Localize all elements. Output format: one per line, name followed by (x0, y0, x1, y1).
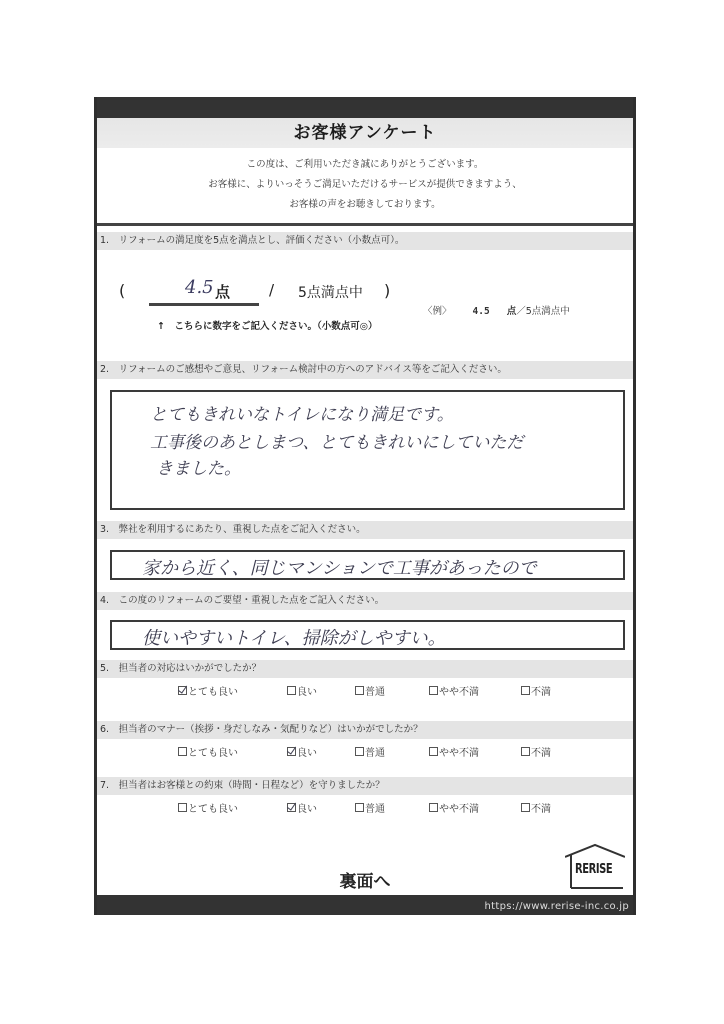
q3-answer-box[interactable] (110, 550, 625, 580)
header-divider (97, 223, 633, 226)
q5-option-unsatisfied[interactable]: 不満 (521, 683, 551, 698)
website-url: https://www.rerise-inc.co.jp (484, 901, 629, 912)
checkbox[interactable] (429, 686, 438, 695)
checkbox[interactable] (521, 747, 530, 756)
checkbox[interactable] (521, 686, 530, 695)
checkbox[interactable] (355, 686, 364, 695)
logo-text: RERISE (575, 862, 613, 877)
example-value: 4.5 (472, 306, 490, 317)
q4-label: 4. この度のリフォームのご要望・重視した点をご記入ください。 (100, 595, 385, 606)
back-side-label: 裏面へ (339, 872, 391, 892)
q1-max: 5点満点中 (298, 285, 363, 301)
q7-option-average[interactable]: 普通 (355, 800, 385, 815)
slash: / (269, 281, 275, 299)
q2-answer-box[interactable] (110, 390, 625, 510)
q5-option-good[interactable]: 良い (287, 683, 317, 698)
q1-score-underline (149, 303, 259, 306)
intro-line: お客様に、よりいっそうご満足いただけるサービスが提供できますよう、 (208, 179, 522, 190)
q7-option-good[interactable]: 良い (287, 800, 317, 815)
q1-score-input[interactable]: 4.5 (185, 277, 214, 298)
q4-answer-box[interactable] (110, 620, 625, 650)
example-label: 〈例〉 (423, 306, 452, 317)
top-bar (97, 97, 633, 118)
checkbox[interactable] (178, 747, 187, 756)
intro-line: この度は、ご利用いただき誠にありがとうございます。 (246, 159, 484, 170)
open-paren: ( (119, 281, 126, 300)
q6-options (97, 744, 633, 762)
checkbox[interactable] (355, 747, 364, 756)
q6-option-slightly-unsatisfied[interactable]: やや不満 (429, 744, 479, 759)
q2-answer-line: 工事後のあとしまつ、とてもきれいにしていただ (150, 433, 524, 453)
q6-label: 6. 担当者のマナー（挨拶・身だしなみ・気配りなど）はいかがでしたか？ (100, 724, 423, 735)
q7-label: 7. 担当者はお客様との約束（時間・日程など）を守りましたか？ (100, 780, 385, 791)
checkbox[interactable] (287, 686, 296, 695)
q1-hint: ↑ こちらに数字をご記入ください。（小数点可◎） (157, 321, 378, 332)
intro-line: お客様の声をお聴きしております。 (289, 199, 441, 210)
q3-label: 3. 弊社を利用するにあたり、重視した点をご記入ください。 (100, 524, 366, 535)
checkbox-checked[interactable] (178, 686, 187, 695)
q6-option-very-good[interactable]: とても良い (178, 744, 238, 759)
survey-sheet (94, 97, 636, 915)
q1-score-unit: 点 (215, 283, 231, 301)
q5-option-very-good[interactable]: とても良い (178, 683, 238, 698)
q7-option-unsatisfied[interactable]: 不満 (521, 800, 551, 815)
rerise-logo (565, 843, 625, 889)
checkbox-checked[interactable] (287, 803, 296, 812)
q2-answer-line: とてもきれいなトイレになり満足です。 (150, 405, 454, 425)
q6-option-good[interactable]: 良い (287, 744, 317, 759)
q6-option-unsatisfied[interactable]: 不満 (521, 744, 551, 759)
q2-label: 2. リフォームのご感想やご意見、リフォーム検討中の方へのアドバイス等をご記入ください。 (100, 364, 507, 375)
q5-option-average[interactable]: 普通 (355, 683, 385, 698)
q7-option-very-good[interactable]: とても良い (178, 800, 238, 815)
checkbox[interactable] (429, 747, 438, 756)
bottom-bar (97, 895, 633, 915)
example-suffix: ／5点満点中 (516, 306, 570, 317)
q6-option-average[interactable]: 普通 (355, 744, 385, 759)
checkbox[interactable] (178, 803, 187, 812)
q2-answer-line: きました。 (156, 459, 241, 479)
survey-title: お客様アンケート (293, 123, 437, 143)
q5-options (97, 683, 633, 701)
q3-answer: 家から近く、同じマンションで工事があったので (142, 558, 537, 579)
q1-example (423, 303, 570, 317)
example-unit: 点 (506, 306, 517, 317)
q7-option-slightly-unsatisfied[interactable]: やや不満 (429, 800, 479, 815)
q7-options (97, 800, 633, 818)
checkbox[interactable] (521, 803, 530, 812)
q1-label: 1. リフォームの満足度を5点を満点とし、評価ください（小数点可）。 (100, 235, 405, 246)
q5-label: 5. 担当者の対応はいかがでしたか？ (100, 663, 262, 674)
close-paren: ) (384, 281, 391, 300)
checkbox[interactable] (429, 803, 438, 812)
checkbox[interactable] (355, 803, 364, 812)
checkbox-checked[interactable] (287, 747, 296, 756)
q4-answer: 使いやすいトイレ、掃除がしやすい。 (142, 628, 446, 649)
intro-text (97, 155, 633, 215)
q5-option-slightly-unsatisfied[interactable]: やや不満 (429, 683, 479, 698)
